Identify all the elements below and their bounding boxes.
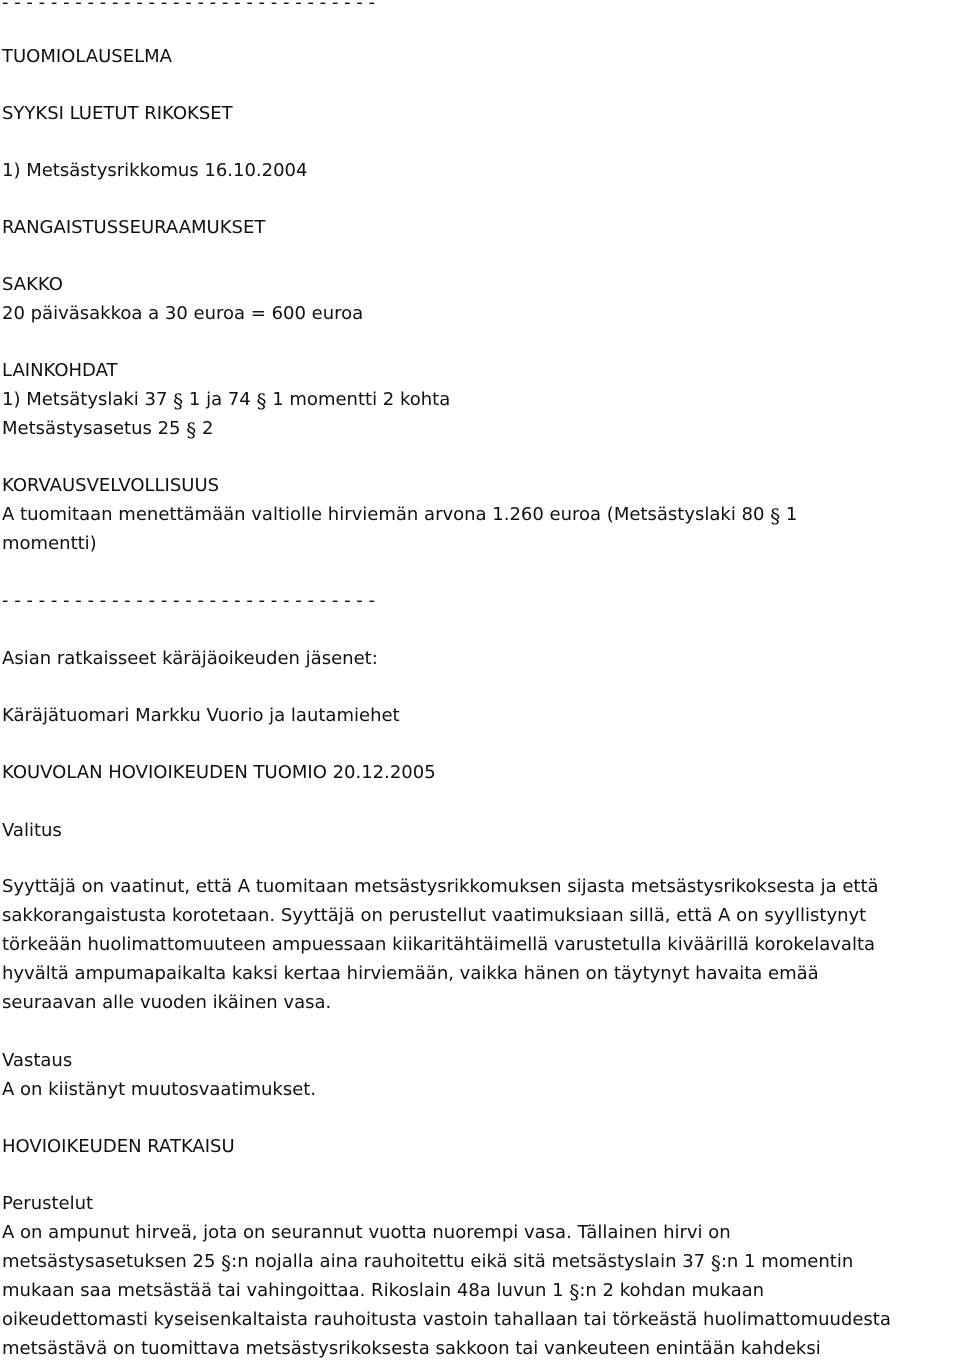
- law-1-part-b: 1 ja 74: [188, 389, 251, 410]
- section-sign-icon: §: [221, 1251, 232, 1275]
- law-2-part-b: 2: [201, 418, 214, 439]
- korvaus-line-1: [2, 504, 797, 526]
- divider-top: - - - - - - - - - - - - - - - - - - - - - - - - - - - - - - -: [2, 0, 375, 13]
- korvaus-line-2: momentti): [2, 533, 97, 554]
- law-1-part-c: 1 momentti 2 kohta: [272, 389, 451, 410]
- law-line-2: [2, 418, 213, 440]
- heading-syyksi-luetut-rikokset: SYYKSI LUETUT RIKOKSET: [2, 103, 233, 124]
- perustelut-heading: Perustelut: [2, 1193, 94, 1214]
- judges-heading: Asian ratkaisseet käräjäoikeuden jäsenet:: [2, 648, 378, 669]
- judges-value: Käräjätuomari Markku Vuorio ja lautamiehet: [2, 705, 400, 726]
- valitus-line-5: seuraavan alle vuoden ikäinen vasa.: [2, 992, 332, 1013]
- valitus-line-4: hyvältä ampumapaikalta kaksi kertaa hirviemään, vaikka hänen on täytynyt havaita emää: [2, 963, 819, 984]
- law-1-part-a: 1) Metsätyslaki 37: [2, 389, 168, 410]
- perustelut-line-5: metsästävä on tuomittava metsästysrikoksesta sakkoon tai vankeuteen enintään kahdeksi: [2, 1338, 821, 1359]
- korvaus-line-1-part-b: 1: [785, 504, 798, 525]
- ratkaisu-heading: HOVIOIKEUDEN RATKAISU: [2, 1136, 235, 1157]
- valitus-heading: Valitus: [2, 820, 62, 841]
- section-sign-icon: §: [186, 418, 197, 442]
- heading-rangaistusseuraamukset: RANGAISTUSSEURAAMUKSET: [2, 217, 266, 238]
- perustelut-line-2: [2, 1251, 853, 1273]
- valitus-line-2: sakkorangaistusta korotetaan. Syyttäjä on perustellut vaatimuksiaan sillä, että A on syyllistynyt: [2, 905, 867, 926]
- valitus-line-3: törkeään huolimattomuuteen ampuessaan kiikaritähtäimellä varustetulla kiväärillä korokelavalta: [2, 934, 876, 955]
- perustelut-line-1: A on ampunut hirveä, jota on seurannut vuotta nuorempi vasa. Tällainen hirvi on: [2, 1222, 731, 1243]
- korvaus-line-1-part-a: A tuomitaan menettämään valtiolle hirviemän arvona 1.260 euroa (Metsästyslaki 80: [2, 504, 765, 525]
- perustelut-line-2-part-a: metsästysasetuksen 25: [2, 1251, 216, 1272]
- heading-korvausvelvollisuus: KORVAUSVELVOLLISUUS: [2, 475, 220, 496]
- perustelut-line-2-part-c: :n 1 momentin: [720, 1251, 854, 1272]
- section-sign-icon: §: [710, 1251, 721, 1275]
- valitus-line-1: Syyttäjä on vaatinut, että A tuomitaan metsästysrikkomuksen sijasta metsästysrikoksesta ja että: [2, 876, 879, 897]
- sakko-label: SAKKO: [2, 274, 63, 295]
- heading-lainkohdat: LAINKOHDAT: [2, 360, 118, 381]
- offense-line: 1) Metsästysrikkomus 16.10.2004: [2, 160, 308, 181]
- section-sign-icon: §: [256, 389, 267, 413]
- perustelut-line-3-part-a: mukaan saa metsästää tai vahingoittaa. Rikoslain 48a luvun 1: [2, 1280, 564, 1301]
- section-sign-icon: §: [770, 504, 781, 528]
- perustelut-line-3: [2, 1280, 764, 1302]
- section-sign-icon: §: [569, 1280, 580, 1304]
- section-sign-icon: §: [173, 389, 184, 413]
- law-2-part-a: Metsästysasetus 25: [2, 418, 181, 439]
- perustelut-line-2-part-b: :n nojalla aina rauhoitettu eikä sitä metsästyslain 37: [231, 1251, 706, 1272]
- divider-mid: - - - - - - - - - - - - - - - - - - - - - - - - - - - - - - -: [2, 590, 375, 611]
- perustelut-line-3-part-b: :n 2 kohdan mukaan: [579, 1280, 765, 1301]
- law-line-1: [2, 389, 450, 411]
- perustelut-line-4: oikeudettomasti kyseisenkaltaista rauhoitusta vastoin tahallaan tai törkeästä huolimattomuudesta: [2, 1309, 891, 1330]
- heading-tuomiolauselma: TUOMIOLAUSELMA: [2, 46, 172, 67]
- sakko-value: 20 päiväsakkoa a 30 euroa = 600 euroa: [2, 303, 364, 324]
- vastaus-heading: Vastaus: [2, 1050, 73, 1071]
- vastaus-value: A on kiistänyt muutosvaatimukset.: [2, 1079, 317, 1100]
- court-heading: KOUVOLAN HOVIOIKEUDEN TUOMIO 20.12.2005: [2, 762, 436, 783]
